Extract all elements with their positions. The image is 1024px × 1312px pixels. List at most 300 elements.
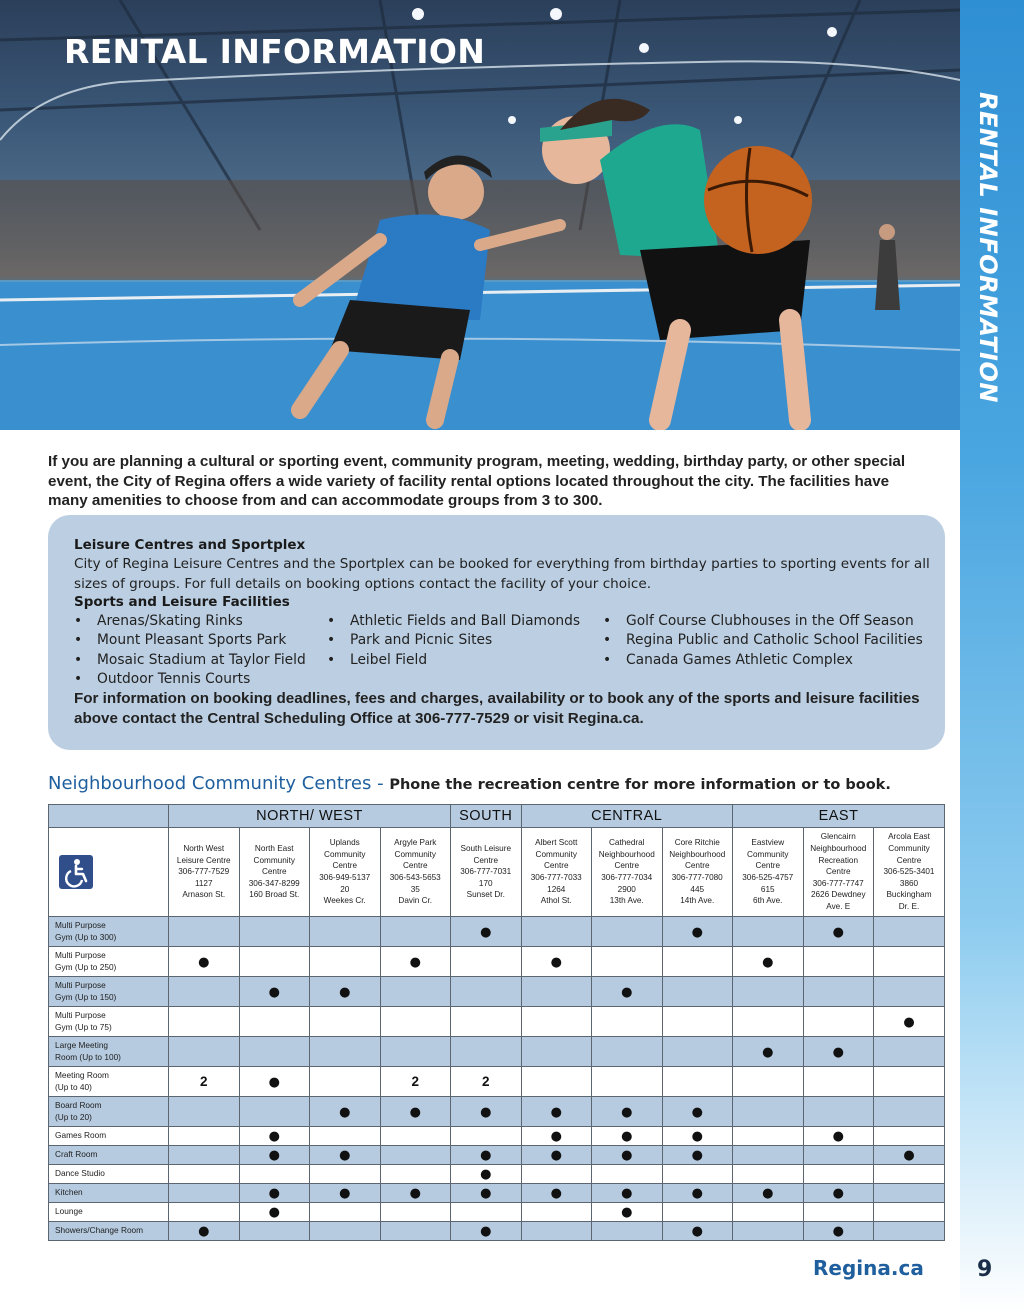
facility-item: • Leibel Field bbox=[327, 651, 428, 668]
availability-cell bbox=[592, 1097, 663, 1127]
availability-cell bbox=[733, 1097, 804, 1127]
available-dot: ● bbox=[409, 954, 421, 970]
facility-name-line: (Up to 20) bbox=[55, 1111, 92, 1122]
facility-item: • Mosaic Stadium at Taylor Field bbox=[74, 651, 306, 668]
availability-cell bbox=[380, 1203, 451, 1222]
available-dot: ● bbox=[198, 1224, 210, 1239]
facility-row bbox=[49, 1097, 945, 1127]
centre-info-line: Core Ritchie bbox=[674, 838, 720, 848]
centre-info-line: 14th Ave. bbox=[680, 896, 715, 906]
availability-cell bbox=[169, 1184, 240, 1203]
available-dot: ● bbox=[621, 1186, 633, 1201]
availability-cell bbox=[803, 1097, 874, 1127]
availability-cell bbox=[521, 1184, 592, 1203]
wheelchair-icon-graphic bbox=[59, 855, 93, 889]
availability-cell bbox=[239, 1067, 310, 1097]
available-dot: ● bbox=[550, 1186, 562, 1201]
available-dot: ● bbox=[198, 954, 210, 970]
facility-row bbox=[49, 1127, 945, 1146]
availability-cell bbox=[380, 1165, 451, 1184]
available-dot: ● bbox=[691, 1224, 703, 1239]
availability-cell bbox=[310, 1184, 381, 1203]
availability-cell bbox=[169, 1203, 240, 1222]
availability-cell bbox=[803, 947, 874, 977]
region-header-blank bbox=[49, 805, 169, 828]
available-dot: ● bbox=[621, 984, 633, 1000]
centre-info-line: Ave. E bbox=[826, 901, 851, 911]
facility-name-line: Lounge bbox=[55, 1206, 83, 1217]
availability-cell bbox=[874, 1222, 945, 1241]
facility-item: • Athletic Fields and Ball Diamonds bbox=[327, 613, 581, 629]
facility-name-line: Gym (Up to 250) bbox=[55, 961, 117, 972]
centre-info-line: 306-777-7080 bbox=[671, 873, 723, 882]
availability-cell bbox=[169, 1165, 240, 1184]
availability-cell bbox=[310, 1203, 381, 1222]
centre-info-line: Centre bbox=[473, 855, 499, 865]
availability-cell bbox=[803, 1165, 874, 1184]
available-dot: ● bbox=[480, 924, 492, 940]
available-dot: ● bbox=[480, 1224, 492, 1239]
centre-info-line: 1264 bbox=[547, 884, 566, 894]
availability-cell bbox=[451, 1146, 522, 1165]
availability-cell bbox=[169, 1127, 240, 1146]
availability-cell bbox=[451, 1127, 522, 1146]
centre-info-line: 170 bbox=[478, 878, 493, 888]
centre-info-line: Centre bbox=[332, 861, 358, 871]
centre-info-line: 306-777-7031 bbox=[460, 867, 512, 877]
availability-cell bbox=[874, 1127, 945, 1146]
centre-info-cell bbox=[874, 828, 945, 917]
centre-info-line: Argyle Park bbox=[394, 838, 437, 848]
availability-cell bbox=[592, 1037, 663, 1067]
available-dot: ● bbox=[480, 1167, 492, 1182]
centre-info-line: Athol St. bbox=[540, 896, 572, 906]
availability-cell bbox=[451, 1203, 522, 1222]
facility-name bbox=[49, 1146, 169, 1165]
availability-cell bbox=[380, 1146, 451, 1165]
available-dot: ● bbox=[268, 1186, 280, 1201]
centre-info-cell bbox=[380, 828, 451, 917]
facility-item: • Outdoor Tennis Courts bbox=[74, 670, 251, 687]
availability-cell bbox=[451, 977, 522, 1007]
availability-cell bbox=[874, 1203, 945, 1222]
availability-cell bbox=[592, 977, 663, 1007]
facility-item: • Golf Course Clubhouses in the Off Season bbox=[603, 613, 914, 629]
availability-cell bbox=[239, 947, 310, 977]
available-dot: ● bbox=[550, 1148, 562, 1163]
availability-cell bbox=[874, 947, 945, 977]
available-dot: ● bbox=[480, 1148, 492, 1163]
availability-cell bbox=[521, 1146, 592, 1165]
footer-website-link[interactable]: Regina.ca bbox=[813, 1256, 924, 1280]
centre-info-line: Community bbox=[535, 849, 577, 859]
availability-cell bbox=[662, 977, 733, 1007]
hero-photo bbox=[0, 0, 960, 430]
availability-cell bbox=[380, 1097, 451, 1127]
availability-cell bbox=[662, 917, 733, 947]
available-dot: ● bbox=[621, 1205, 633, 1220]
availability-cell bbox=[239, 1184, 310, 1203]
availability-cell bbox=[592, 1165, 663, 1184]
available-dot: ● bbox=[339, 1148, 351, 1163]
availability-cell bbox=[803, 1184, 874, 1203]
availability-cell bbox=[733, 1222, 804, 1241]
centre-info-line: North West bbox=[183, 844, 225, 854]
availability-cell bbox=[592, 1203, 663, 1222]
availability-cell bbox=[169, 947, 240, 977]
facility-name bbox=[49, 977, 169, 1007]
available-dot: ● bbox=[762, 954, 774, 970]
facility-name-line: Meeting Room bbox=[55, 1070, 109, 1081]
availability-cell bbox=[451, 1222, 522, 1241]
availability-cell bbox=[451, 1067, 522, 1097]
centre-info-line: 13th Ave. bbox=[609, 896, 644, 906]
available-dot: ● bbox=[832, 1186, 844, 1201]
availability-cell bbox=[803, 1127, 874, 1146]
available-dot: ● bbox=[480, 1104, 492, 1120]
facility-row bbox=[49, 1037, 945, 1067]
available-dot: ● bbox=[268, 1074, 280, 1090]
available-dot: ● bbox=[762, 1186, 774, 1201]
availability-cell bbox=[239, 1127, 310, 1146]
availability-cell bbox=[733, 1067, 804, 1097]
centre-info-line: 306-777-7033 bbox=[530, 873, 582, 882]
availability-cell bbox=[662, 947, 733, 977]
facility-name-line: Games Room bbox=[55, 1130, 107, 1141]
facility-name-line: Multi Purpose bbox=[55, 950, 106, 961]
centre-info-line: Arnason St. bbox=[182, 890, 226, 900]
centre-info-line: 35 bbox=[410, 884, 420, 894]
facility-item: • Canada Games Athletic Complex bbox=[603, 651, 853, 668]
availability-cell bbox=[521, 1037, 592, 1067]
availability-cell bbox=[451, 1007, 522, 1037]
facilities-list-col-1 bbox=[74, 612, 306, 689]
availability-cell bbox=[169, 977, 240, 1007]
centre-info-line: Uplands bbox=[329, 838, 360, 848]
availability-cell bbox=[662, 1203, 733, 1222]
facility-name-line: Kitchen bbox=[55, 1187, 83, 1198]
availability-cell bbox=[310, 917, 381, 947]
facility-name-line: Multi Purpose bbox=[55, 1010, 106, 1021]
available-dot: ● bbox=[339, 984, 351, 1000]
facility-row bbox=[49, 1146, 945, 1165]
region-central: CENTRAL bbox=[521, 805, 733, 828]
availability-cell bbox=[451, 917, 522, 947]
availability-cell bbox=[310, 1007, 381, 1037]
centre-info-cell bbox=[733, 828, 804, 917]
available-dot: ● bbox=[268, 1205, 280, 1220]
facility-row bbox=[49, 917, 945, 947]
availability-cell bbox=[803, 1203, 874, 1222]
facility-name bbox=[49, 1184, 169, 1203]
facility-row bbox=[49, 1184, 945, 1203]
page-title: RENTAL INFORMATION bbox=[64, 32, 486, 71]
facility-row bbox=[49, 947, 945, 977]
facility-name-line: Multi Purpose bbox=[55, 980, 106, 991]
facility-row bbox=[49, 977, 945, 1007]
centre-info-line: 615 bbox=[760, 884, 775, 894]
availability-cell bbox=[592, 1007, 663, 1037]
room-count: 2 bbox=[199, 1073, 208, 1089]
region-south: SOUTH bbox=[451, 805, 522, 828]
centre-info-line: 1127 bbox=[194, 878, 213, 888]
centre-info-line: 20 bbox=[340, 884, 350, 894]
available-dot: ● bbox=[339, 1186, 351, 1201]
leisure-centres-heading: Leisure Centres and Sportplex bbox=[74, 537, 306, 553]
available-dot: ● bbox=[621, 1148, 633, 1163]
centre-info-line: Sunset Dr. bbox=[466, 890, 505, 900]
availability-cell bbox=[521, 1067, 592, 1097]
region-east: EAST bbox=[733, 805, 945, 828]
facility-row bbox=[49, 1222, 945, 1241]
availability-cell bbox=[874, 1165, 945, 1184]
facility-name-line: Showers/Change Room bbox=[55, 1225, 144, 1236]
centre-info-line: 306-347-8299 bbox=[248, 878, 300, 888]
availability-cell bbox=[662, 1184, 733, 1203]
availability-cell bbox=[733, 1037, 804, 1067]
available-dot: ● bbox=[268, 1148, 280, 1163]
availability-cell bbox=[803, 917, 874, 947]
facility-name bbox=[49, 1007, 169, 1037]
centre-info-line: Community bbox=[888, 844, 930, 854]
availability-cell bbox=[310, 977, 381, 1007]
facilities-list-col-3 bbox=[603, 612, 923, 670]
centre-info-row bbox=[49, 828, 945, 917]
facility-name-line: (Up to 40) bbox=[55, 1081, 92, 1092]
availability-cell bbox=[874, 1007, 945, 1037]
available-dot: ● bbox=[339, 1104, 351, 1120]
region-header-row bbox=[49, 805, 945, 828]
available-dot: ● bbox=[832, 1044, 844, 1060]
availability-cell bbox=[874, 1097, 945, 1127]
availability-cell bbox=[310, 1222, 381, 1241]
availability-cell bbox=[380, 1127, 451, 1146]
availability-cell bbox=[310, 1097, 381, 1127]
centre-info-cell bbox=[310, 828, 381, 917]
availability-cell bbox=[592, 1127, 663, 1146]
available-dot: ● bbox=[762, 1044, 774, 1060]
centre-info-line: Centre bbox=[755, 861, 781, 871]
availability-cell bbox=[733, 1203, 804, 1222]
leisure-centres-paragraph: City of Regina Leisure Centres and the Sportplex can be booked for everything from birthday parties to sporting events for all sizes of groups. For full details on booking options contact the facility of your choice. bbox=[74, 556, 930, 592]
intro-paragraph: If you are planning a cultural or sporting event, community program, meeting, wedding, birthday party, or other special event, the City of Regina offers a wide variety of facility rental options located throughout the city. The facilities have many amenities to choose from and can accommodate groups from 3 to 300. bbox=[48, 453, 906, 509]
centre-info-cell bbox=[239, 828, 310, 917]
availability-cell bbox=[592, 1146, 663, 1165]
available-dot: ● bbox=[550, 1104, 562, 1120]
facility-name bbox=[49, 947, 169, 977]
availability-cell bbox=[874, 1184, 945, 1203]
community-centres-subtitle: Phone the recreation centre for more information or to book. bbox=[389, 777, 891, 793]
centre-info-cell bbox=[451, 828, 522, 917]
availability-cell bbox=[662, 1037, 733, 1067]
available-dot: ● bbox=[691, 1129, 703, 1144]
facility-item: • Arenas/Skating Rinks bbox=[74, 613, 243, 629]
availability-cell bbox=[662, 1165, 733, 1184]
availability-cell bbox=[169, 1007, 240, 1037]
facilities-heading: Sports and Leisure Facilities bbox=[74, 594, 290, 610]
availability-cell bbox=[310, 1146, 381, 1165]
availability-cell bbox=[380, 1184, 451, 1203]
centre-info-line: Weekes Cr. bbox=[323, 896, 366, 906]
centre-info-line: Centre bbox=[896, 855, 922, 865]
availability-cell bbox=[733, 1184, 804, 1203]
facility-name bbox=[49, 1127, 169, 1146]
availability-cell bbox=[733, 947, 804, 977]
availability-cell bbox=[733, 1146, 804, 1165]
availability-cell bbox=[169, 1222, 240, 1241]
region-north-west: NORTH/ WEST bbox=[169, 805, 451, 828]
availability-cell bbox=[662, 1007, 733, 1037]
centre-info-line: 306-949-5137 bbox=[319, 873, 371, 882]
centre-info-cell bbox=[662, 828, 733, 917]
availability-cell bbox=[239, 1097, 310, 1127]
availability-cell bbox=[451, 1165, 522, 1184]
availability-cell bbox=[310, 1127, 381, 1146]
availability-cell bbox=[521, 1007, 592, 1037]
availability-cell bbox=[380, 1222, 451, 1241]
availability-cell bbox=[592, 917, 663, 947]
available-dot: ● bbox=[550, 954, 562, 970]
facility-name-line: Gym (Up to 150) bbox=[55, 991, 117, 1002]
facility-name-line: Dance Studio bbox=[55, 1168, 105, 1179]
facility-name-line: Multi Purpose bbox=[55, 920, 106, 931]
availability-cell bbox=[662, 1067, 733, 1097]
availability-cell bbox=[874, 977, 945, 1007]
centre-info-line: Centre bbox=[614, 861, 640, 871]
availability-cell bbox=[380, 977, 451, 1007]
centre-info-line: Community bbox=[324, 849, 366, 859]
facility-item: • Park and Picnic Sites bbox=[327, 632, 493, 649]
available-dot: ● bbox=[832, 1224, 844, 1239]
centre-info-line: 306-543-5653 bbox=[389, 873, 441, 882]
room-count: 2 bbox=[481, 1073, 490, 1089]
centre-info-line: Cathedral bbox=[608, 838, 645, 848]
availability-cell bbox=[169, 917, 240, 947]
availability-cell bbox=[239, 917, 310, 947]
available-dot: ● bbox=[691, 1104, 703, 1120]
availability-cell bbox=[521, 947, 592, 977]
availability-cell bbox=[803, 1222, 874, 1241]
availability-cell bbox=[874, 1067, 945, 1097]
centre-info-line: Leisure Centre bbox=[176, 855, 231, 865]
centre-info-line: Dr. E. bbox=[898, 901, 920, 911]
availability-cell bbox=[310, 947, 381, 977]
availability-cell bbox=[803, 1146, 874, 1165]
availability-cell bbox=[451, 1097, 522, 1127]
facility-name bbox=[49, 1037, 169, 1067]
centre-info-line: Glencairn bbox=[820, 832, 856, 842]
availability-cell bbox=[239, 977, 310, 1007]
facility-name-line: Large Meeting bbox=[55, 1040, 109, 1051]
availability-cell bbox=[521, 917, 592, 947]
centre-info-line: Neighbourhood bbox=[669, 849, 726, 859]
availability-cell bbox=[874, 1146, 945, 1165]
availability-cell bbox=[803, 977, 874, 1007]
availability-cell bbox=[733, 917, 804, 947]
availability-cell bbox=[592, 1184, 663, 1203]
availability-cell bbox=[239, 1222, 310, 1241]
centre-info-line: 306-777-7747 bbox=[812, 878, 864, 888]
facility-item: • Regina Public and Catholic School Facilities bbox=[603, 632, 923, 649]
facility-name bbox=[49, 1222, 169, 1241]
facility-name-line: Gym (Up to 300) bbox=[55, 931, 117, 942]
community-centres-heading: Neighbourhood Community Centres - Phone the recreation centre for more information or to book. bbox=[48, 773, 891, 794]
availability-cell bbox=[733, 977, 804, 1007]
availability-cell bbox=[239, 1007, 310, 1037]
available-dot: ● bbox=[268, 1129, 280, 1144]
centre-info-line: North East bbox=[254, 844, 294, 854]
availability-cell bbox=[662, 1222, 733, 1241]
availability-cell bbox=[592, 1067, 663, 1097]
centre-info-line: 306-525-4757 bbox=[742, 873, 794, 882]
availability-cell bbox=[662, 1146, 733, 1165]
room-count: 2 bbox=[411, 1073, 419, 1089]
facility-name-line: Craft Room bbox=[55, 1149, 98, 1160]
centre-info-line: South Leisure bbox=[460, 844, 512, 854]
facility-name bbox=[49, 1097, 169, 1127]
centre-info-line: Buckingham bbox=[886, 890, 932, 900]
availability-cell bbox=[169, 1067, 240, 1097]
facility-name bbox=[49, 1067, 169, 1097]
booking-contact-note: For information on booking deadlines, fees and charges, availability or to book any of the sports and leisure facilities above contact the Central Scheduling Office at 306-777-7529 or visit Regina.ca. bbox=[74, 690, 920, 727]
facility-name-line: Board Room bbox=[55, 1100, 102, 1111]
available-dot: ● bbox=[409, 1104, 421, 1120]
side-section-title: RENTAL INFORMATION bbox=[974, 92, 1002, 403]
community-centres-title: Neighbourhood Community Centres bbox=[48, 773, 372, 794]
availability-cell bbox=[803, 1067, 874, 1097]
availability-cell bbox=[169, 1037, 240, 1067]
centre-info-line: Centre bbox=[684, 861, 710, 871]
centre-info-line: Centre bbox=[261, 867, 287, 877]
availability-cell bbox=[169, 1146, 240, 1165]
availability-cell bbox=[521, 977, 592, 1007]
availability-cell bbox=[380, 1007, 451, 1037]
availability-cell bbox=[874, 1037, 945, 1067]
centre-info-line: 306-777-7529 bbox=[178, 867, 230, 877]
availability-cell bbox=[592, 1222, 663, 1241]
available-dot: ● bbox=[832, 1129, 844, 1144]
facility-row bbox=[49, 1203, 945, 1222]
centre-info-line: Albert Scott bbox=[535, 838, 578, 848]
centre-info-line: 3860 bbox=[899, 878, 919, 888]
facility-item: • Mount Pleasant Sports Park bbox=[74, 632, 287, 649]
facility-name-line: Room (Up to 100) bbox=[55, 1051, 121, 1062]
available-dot: ● bbox=[409, 1186, 421, 1201]
availability-cell bbox=[310, 1165, 381, 1184]
availability-cell bbox=[239, 1165, 310, 1184]
availability-cell bbox=[733, 1007, 804, 1037]
availability-cell bbox=[733, 1165, 804, 1184]
centre-info-line: 6th Ave. bbox=[753, 896, 783, 906]
centre-info-line: Recreation bbox=[818, 855, 859, 865]
page-number: 9 bbox=[977, 1257, 993, 1282]
availability-cell bbox=[380, 947, 451, 977]
centre-info-line: 445 bbox=[690, 884, 705, 894]
facilities-list-col-2 bbox=[327, 612, 580, 670]
facility-row bbox=[49, 1067, 945, 1097]
availability-cell bbox=[662, 1097, 733, 1127]
community-centres-table bbox=[48, 804, 945, 1241]
availability-cell bbox=[239, 1037, 310, 1067]
available-dot: ● bbox=[621, 1129, 633, 1144]
facility-name-line: Gym (Up to 75) bbox=[55, 1021, 112, 1032]
centre-info-line: Neighbourhood bbox=[598, 849, 655, 859]
available-dot: ● bbox=[480, 1186, 492, 1201]
availability-cell bbox=[521, 1222, 592, 1241]
availability-cell bbox=[239, 1203, 310, 1222]
availability-cell bbox=[380, 1037, 451, 1067]
availability-cell bbox=[169, 1097, 240, 1127]
